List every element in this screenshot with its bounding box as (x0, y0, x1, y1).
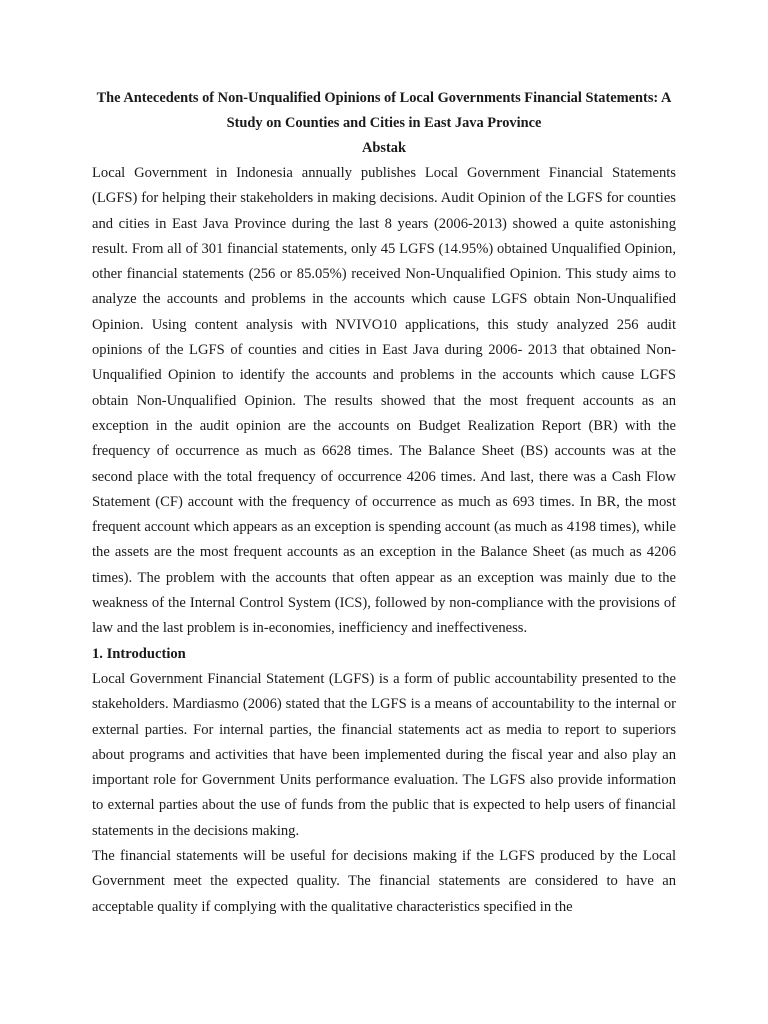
section-heading-introduction: 1. Introduction (92, 645, 186, 662)
abstract-text: Local Government in Indonesia annually publishes Local Government Financial Statements (LGFS) for helping their stakeholders in making decisions. Audit Opinion of the LGFS for counties and cities in East Java Province during the last 8 years (2006-2013) showed a quite astonishing result. From all of 301 financial statements, only 45 LGFS (14.95%) obtained Unqualified Opinion, other financial statements (256 or 85.05%) received Non-Unqualified Opinion. This study aims to analyze the accounts and problems in the accounts which cause LGFS obtain Non-Unqualified Opinion. Using content analysis with NVIVO10 applications, this study analyzed 256 audit opinions of the LGFS of counties and cities in East Java during 2006- 2013 that obtained Non-Unqualified Opinion to identify the accounts and problems in the accounts which cause LGFS obtain Non-Unqualified Opinion. The results showed that the most frequent accounts as an exception in the audit opinion are the accounts on Budget Realization Report (BR) with the frequency of occurrence as much as 6628 times. The Balance Sheet (BS) accounts was at the second place with the total frequency of occurrence 4206 times. And last, there was a Cash Flow Statement (CF) account with the frequency of occurrence as much as 693 times. In BR, the most frequent account which appears as an exception is spending account (as much as 4198 times), while the assets are the most frequent accounts as an exception in the Balance Sheet (as much as 4206 times). The problem with the accounts that often appear as an exception was mainly due to the weakness of the Internal Control System (ICS), followed by non-compliance with the provisions of law and the last problem is in-economies, inefficiency and ineffectiveness. (92, 165, 676, 637)
introduction-paragraph-2: The financial statements will be useful for decisions making if the LGFS produced by the Local Government meet the expected quality. The financial statements are considered to have an acceptable quality if complying with the qualitative characteristics specified in the (92, 848, 676, 915)
paper-title: The Antecedents of Non-Unqualified Opinions of Local Governments Financial Statements: A Study on Counties and Cities in East Java Province (96, 90, 672, 131)
abstract-heading: Abstak (362, 140, 406, 156)
introduction-paragraph-1: Local Government Financial Statement (LGFS) is a form of public accountability presented to the stakeholders. Mardiasmo (2006) stated that the LGFS is a means of accountability to the internal or external parties. For internal parties, the financial statements act as media to report to superiors about programs and activities that have been implemented during the fiscal year and also play an important role for Government Units performance evaluation. The LGFS also provide information to external parties about the use of funds from the public that is expected to help users of financial statements in the decisions making. (92, 670, 676, 839)
